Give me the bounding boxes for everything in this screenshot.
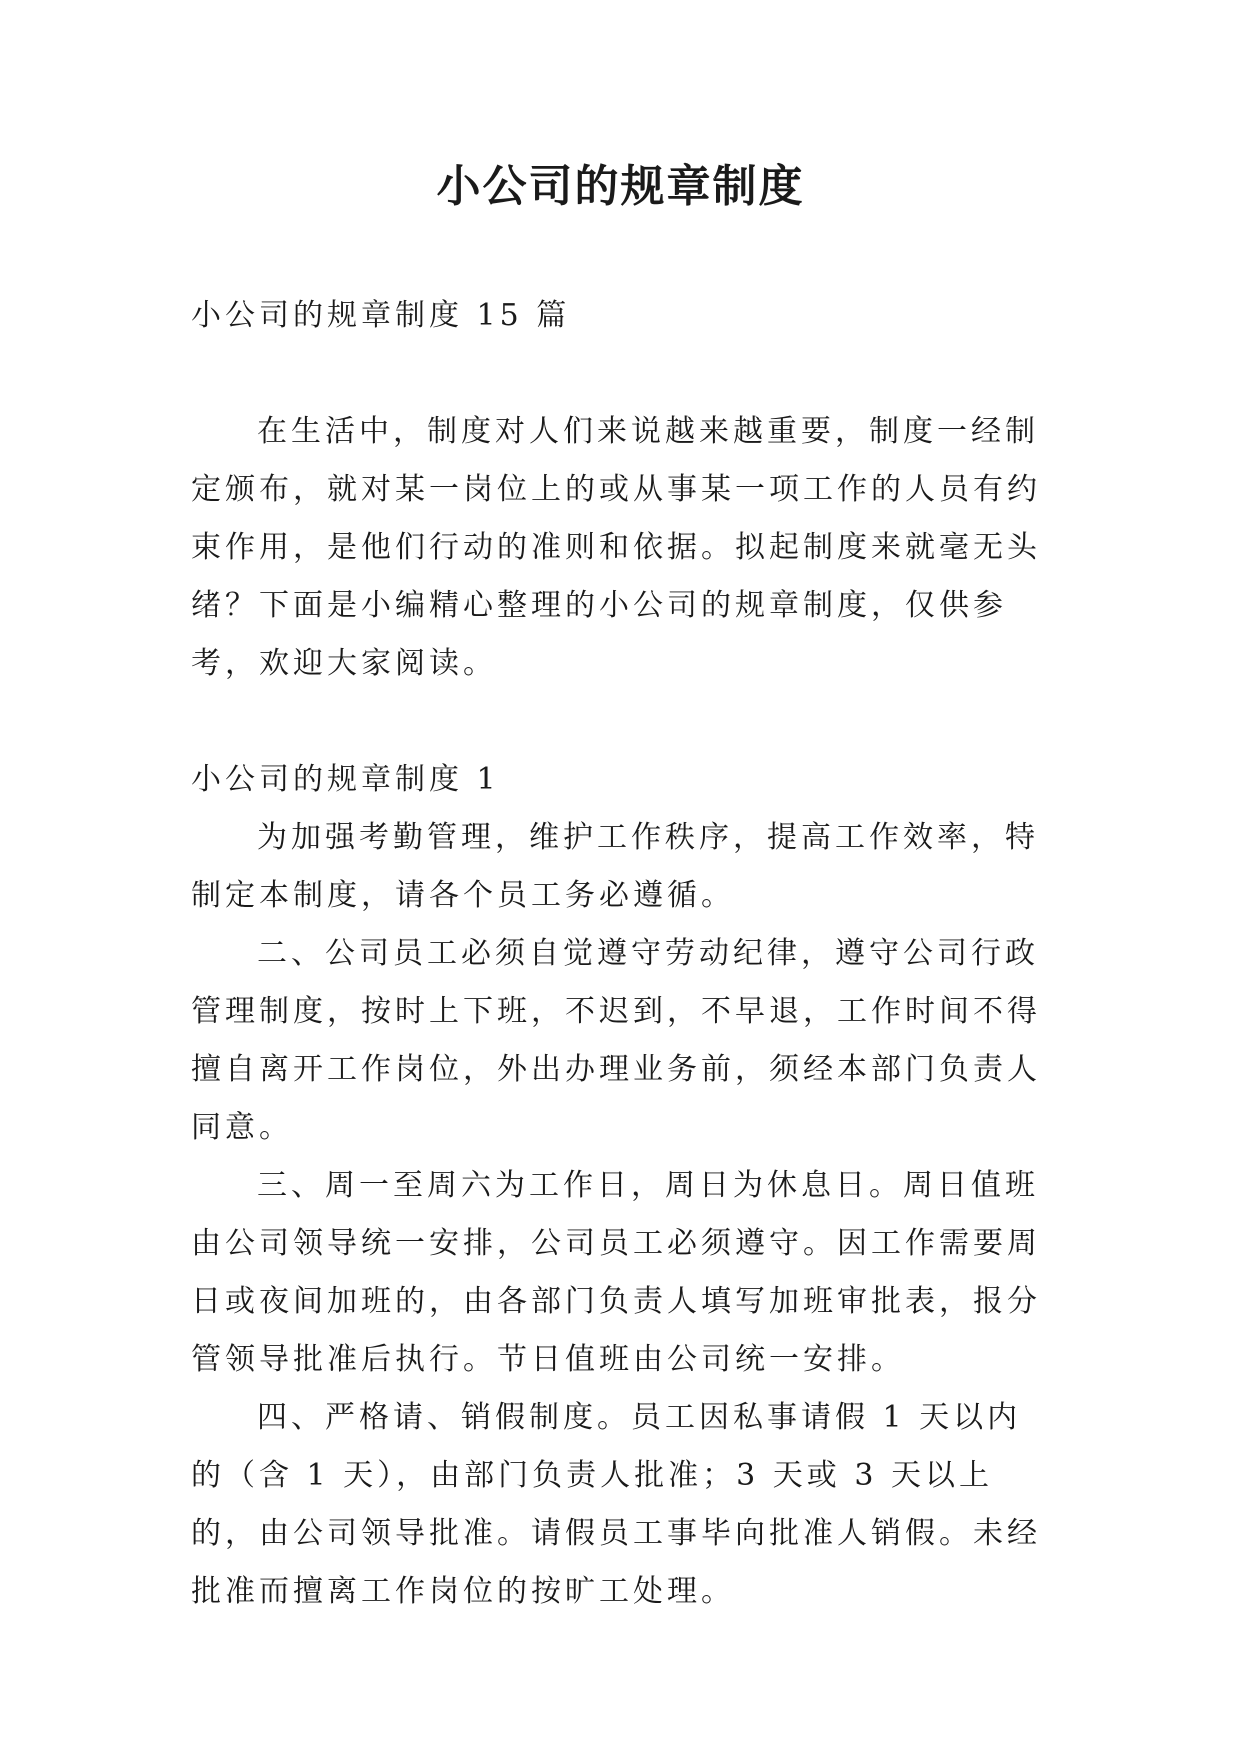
document-subtitle: 小公司的规章制度 15 篇 [191, 298, 571, 333]
section-heading: 小公司的规章制度 1 [191, 762, 500, 797]
document-body [191, 287, 1051, 1621]
body-paragraph: 二、公司员工必须自觉遵守劳动纪律，遵守公司行政管理制度，按时上下班，不迟到，不早退，工作时间不得擅自离开工作岗位，外出办理业务前，须经本部门负责人同意。 [191, 936, 1041, 1145]
body-paragraph: 四、严格请、销假制度。员工因私事请假 1 天以内的（含 1 天），由部门负责人批准；3 天或 3 天以上的，由公司领导批准。请假员工事毕向批准人销假。未经批准而擅离工作岗位的按旷工处理。 [191, 1400, 1041, 1609]
body-paragraph: 三、周一至周六为工作日，周日为休息日。周日值班由公司领导统一安排，公司员工必须遵守。因工作需要周日或夜间加班的，由各部门负责人填写加班审批表，报分管领导批准后执行。节日值班由公司统一安排。 [191, 1168, 1041, 1377]
body-paragraph: 为加强考勤管理，维护工作秩序，提高工作效率，特制定本制度，请各个员工务必遵循。 [191, 820, 1039, 913]
document-title: 小公司的规章制度 [436, 161, 805, 212]
intro-paragraph: 在生活中，制度对人们来说越来越重要，制度一经制定颁布，就对某一岗位上的或从事某一项工作的人员有约束作用，是他们行动的准则和依据。拟起制度来就毫无头绪？下面是小编精心整理的小公司的规章制度，仅供参考，欢迎大家阅读。 [191, 414, 1041, 681]
